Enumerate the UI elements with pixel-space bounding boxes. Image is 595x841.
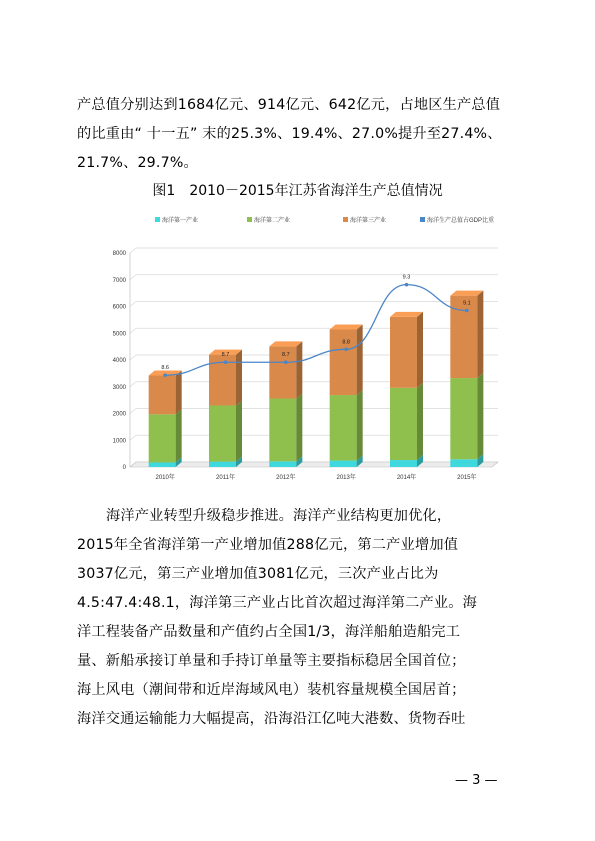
bar-side — [176, 371, 182, 415]
gridline-slant — [130, 409, 136, 414]
gdp-share-point — [224, 360, 228, 364]
bar-side — [417, 383, 423, 460]
text-line: 3037亿元，第三产业增加值3081亿元，三次产业占比为 — [77, 566, 439, 582]
bar-segment — [269, 394, 302, 462]
bar-front — [269, 399, 296, 462]
text-line: 21.7%、29.7%。 — [77, 155, 198, 171]
y-tick-label: 1000 — [112, 438, 126, 445]
bar-front — [149, 376, 176, 415]
bar-front — [390, 460, 417, 467]
bar-front — [330, 461, 357, 467]
bar-segment — [209, 400, 242, 461]
x-tick-label: 2015年 — [457, 475, 477, 481]
x-tick-label: 2014年 — [396, 475, 417, 481]
page-number: — 3 — — [455, 773, 498, 788]
x-tick-label: 2011年 — [216, 475, 235, 481]
legend-swatch — [343, 217, 348, 222]
text-line: 洋工程装备产品数量和产值约占全国1/3，海洋船舶造船完工 — [77, 624, 461, 640]
gridline-slant — [130, 328, 136, 333]
text-line: 海洋产业转型升级稳步推进。海洋产业结构更加优化， — [106, 508, 452, 524]
bar-side — [296, 394, 302, 462]
gdp-share-point — [344, 348, 348, 352]
x-tick-label: 2012年 — [276, 475, 296, 481]
legend-label: 海洋第一产业 — [162, 218, 199, 224]
legend-swatch — [247, 217, 252, 222]
text-line: 海洋交通运输能力大幅提高，沿海沿江亿吨大港数、货物吞吐 — [77, 711, 466, 727]
bar-side — [236, 350, 242, 406]
paragraph-intro — [77, 91, 517, 178]
bar-segment — [269, 341, 302, 398]
bar-segment — [149, 409, 182, 462]
text-line: 的比重由“ 十一五” 末的25.3%、19.4%、27.0%提升至27.4%、 — [77, 126, 502, 142]
text-line: 2015年全省海洋第一产业增加值288亿元，第二产业增加值 — [77, 537, 459, 553]
y-tick-label: 7000 — [112, 277, 126, 284]
bar-front — [450, 378, 477, 459]
gridline-slant — [130, 275, 136, 280]
text-line: 4.5:47.4:48.1，海洋第三产业占比首次超过海洋第二产业。海 — [77, 595, 478, 611]
bar-segment — [149, 371, 182, 415]
gdp-share-label: 9.1 — [463, 300, 471, 307]
gdp-share-label: 8.6 — [161, 365, 169, 372]
gdp-share-point — [465, 309, 469, 313]
bar-front — [209, 462, 236, 467]
legend-label: 海洋第二产业 — [254, 218, 291, 224]
text-line: 量、新船承接订单量和手持订单量等主要指标稳居全国首位； — [77, 653, 466, 669]
gdp-share-label: 8.7 — [282, 352, 290, 359]
bar-front — [209, 405, 236, 461]
bar-side — [477, 291, 483, 378]
bar-segment — [390, 383, 423, 460]
x-tick-label: 2013年 — [336, 475, 356, 481]
bar-segment — [330, 390, 363, 461]
text-line: 海上风电（潮间带和近岸海域风电）装机容量规模全国居首； — [77, 682, 466, 698]
bar-front — [390, 388, 417, 460]
gridline-slant — [130, 382, 136, 387]
bar-side — [357, 325, 363, 396]
figure-caption: 图1 2010－2015年江苏省海洋生产总值情况 — [152, 183, 443, 199]
y-tick-label: 8000 — [112, 251, 126, 257]
gdp-share-label: 8.8 — [342, 339, 350, 346]
bar-side — [477, 373, 483, 459]
gdp-share-point — [405, 283, 409, 287]
y-tick-label: 5000 — [112, 331, 126, 338]
bar-front — [450, 296, 477, 378]
y-tick-label: 0 — [122, 465, 126, 471]
y-tick-label: 3000 — [112, 384, 126, 391]
bar-segment — [390, 312, 423, 388]
bar-front — [330, 395, 357, 461]
gridline-slant — [130, 248, 136, 253]
y-tick-label: 2000 — [112, 411, 126, 418]
bar-front — [450, 459, 477, 467]
bar-segment — [450, 373, 483, 459]
bar-front — [149, 462, 176, 467]
y-tick-label: 6000 — [112, 304, 126, 311]
bar-side — [296, 341, 302, 398]
gridline-slant — [130, 302, 136, 307]
gdp-share-point — [284, 360, 288, 364]
bar-front — [269, 461, 296, 467]
gdp-share-point — [163, 373, 167, 377]
gridline-slant — [130, 355, 136, 360]
bar-side — [176, 409, 182, 462]
marine-gdp-chart — [100, 205, 510, 485]
bar-front — [149, 414, 176, 462]
chart-floor — [130, 462, 498, 467]
gdp-share-label: 9.3 — [402, 274, 411, 281]
legend-label: 海洋生产总值占GDP比重 — [427, 218, 495, 224]
bar-side — [236, 400, 242, 461]
bar-side — [357, 390, 363, 461]
gdp-share-label: 8.7 — [221, 352, 230, 359]
legend-swatch — [420, 217, 425, 222]
gridline-slant — [130, 435, 136, 440]
paragraph-structure — [77, 502, 517, 734]
y-tick-label: 4000 — [112, 358, 126, 364]
bar-segment — [330, 325, 363, 396]
bar-side — [417, 312, 423, 388]
legend-swatch — [155, 217, 160, 222]
x-tick-label: 2010年 — [155, 475, 175, 481]
chart-svg — [100, 205, 510, 485]
text-line: 产总值分别达到1684亿元、914亿元、642亿元，占地区生产总值 — [77, 97, 501, 113]
bar-front — [390, 317, 417, 388]
legend-label: 海洋第三产业 — [350, 218, 387, 224]
